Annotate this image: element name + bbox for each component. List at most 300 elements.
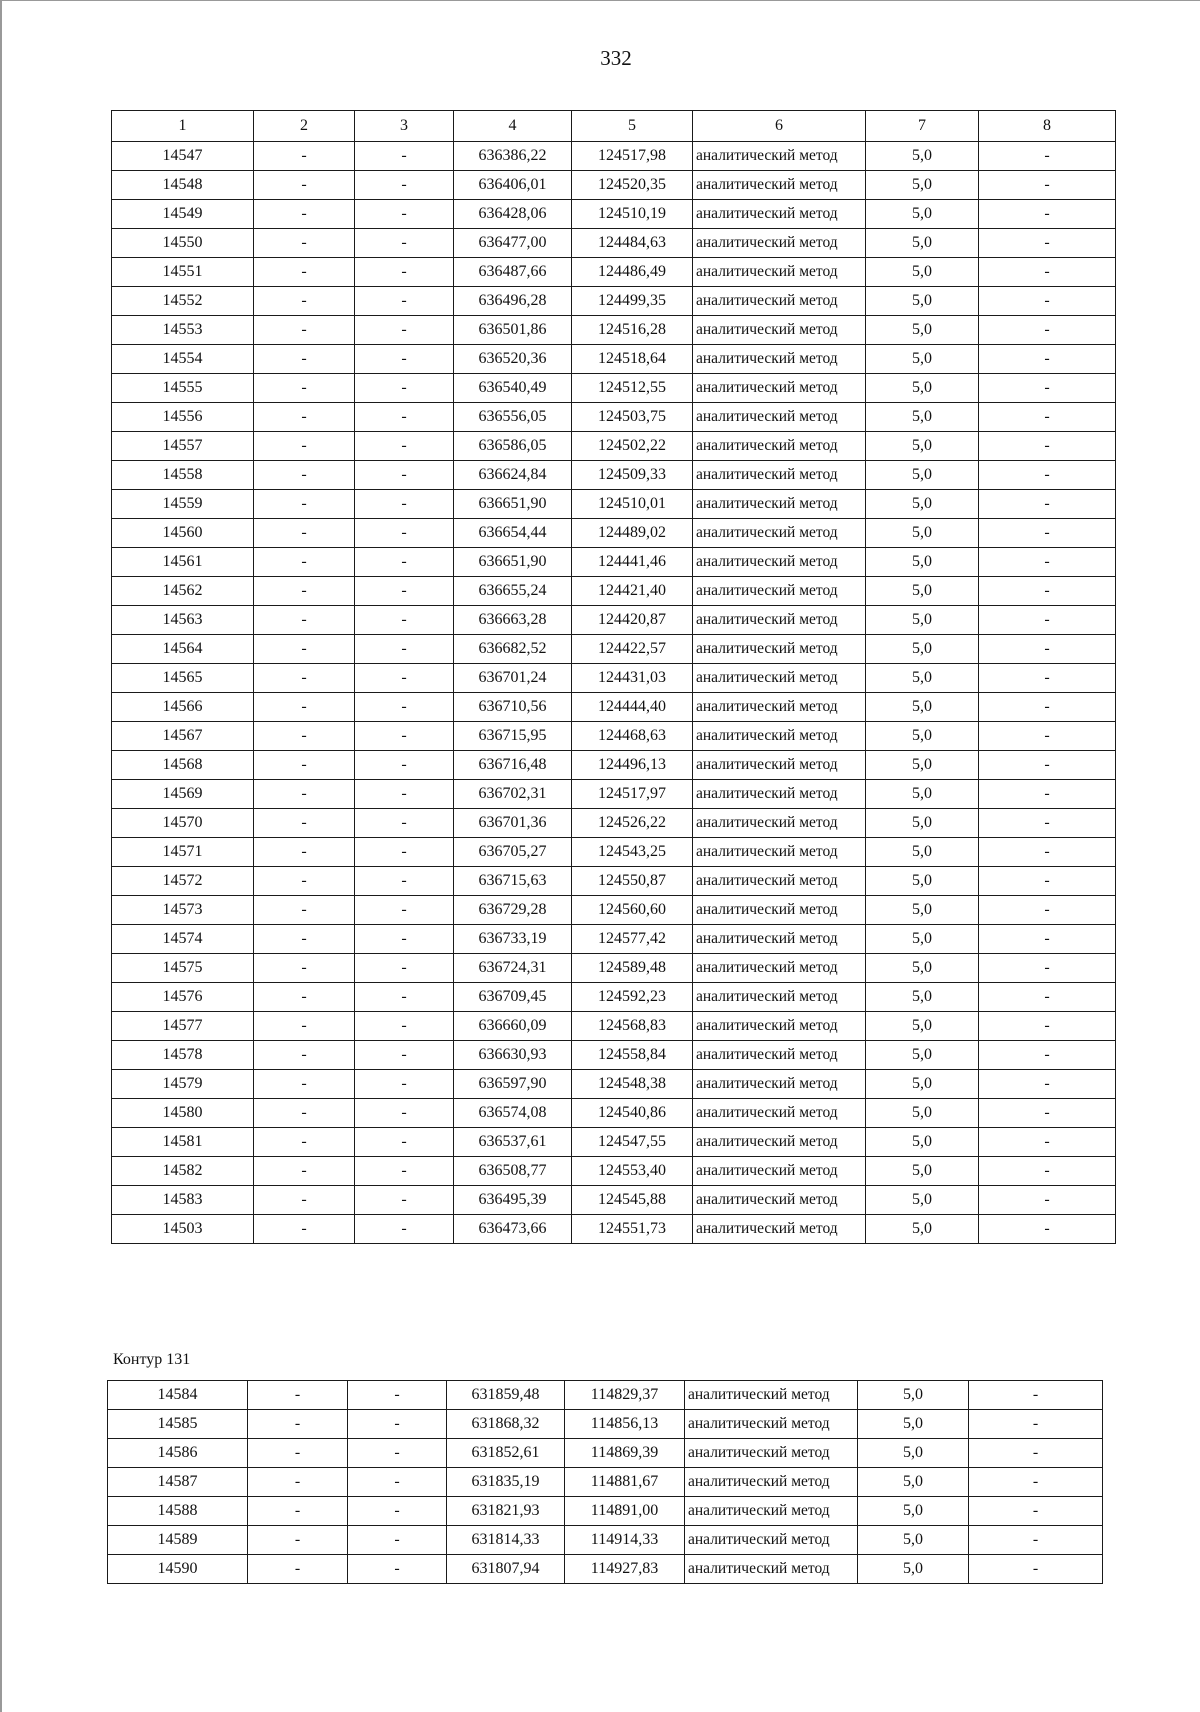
table-cell: 14558 — [112, 461, 254, 490]
table-cell: 5,0 — [866, 693, 979, 722]
table-cell: - — [254, 809, 355, 838]
table-cell: 5,0 — [866, 519, 979, 548]
table-cell: - — [979, 1012, 1116, 1041]
table-cell: 124540,86 — [572, 1099, 693, 1128]
table-row — [112, 751, 1116, 780]
table-row — [108, 1381, 1103, 1410]
table-cell: - — [254, 1070, 355, 1099]
table-cell: 124422,57 — [572, 635, 693, 664]
table-cell: 5,0 — [866, 954, 979, 983]
table-cell: - — [979, 896, 1116, 925]
table-cell: аналитический метод — [693, 548, 866, 577]
table-cell: аналитический метод — [693, 316, 866, 345]
table-row — [112, 1128, 1116, 1157]
table-cell: - — [979, 287, 1116, 316]
table-cell: - — [348, 1439, 447, 1468]
table-row — [112, 374, 1116, 403]
table-row — [112, 867, 1116, 896]
table-cell: 5,0 — [858, 1439, 969, 1468]
table-row — [112, 519, 1116, 548]
table-cell: 14579 — [112, 1070, 254, 1099]
table-cell: 5,0 — [866, 925, 979, 954]
table-cell: - — [979, 925, 1116, 954]
table-cell: - — [979, 867, 1116, 896]
table-cell: 5,0 — [858, 1497, 969, 1526]
table-cell: 124468,63 — [572, 722, 693, 751]
column-header-row — [112, 111, 1116, 142]
table-cell: - — [979, 200, 1116, 229]
table-row — [112, 1070, 1116, 1099]
table-cell: - — [254, 867, 355, 896]
table-cell: 14576 — [112, 983, 254, 1012]
table-row — [108, 1468, 1103, 1497]
table-cell: 14567 — [112, 722, 254, 751]
table-cell: 636406,01 — [454, 171, 572, 200]
table-cell: 124543,25 — [572, 838, 693, 867]
table-cell: 14560 — [112, 519, 254, 548]
table-cell: 14552 — [112, 287, 254, 316]
table-cell: 124496,13 — [572, 751, 693, 780]
table-cell: - — [254, 287, 355, 316]
table-cell: - — [254, 403, 355, 432]
table-cell: 636701,36 — [454, 809, 572, 838]
table-cell: 14590 — [108, 1555, 248, 1584]
table-cell: - — [979, 548, 1116, 577]
table-cell: - — [979, 374, 1116, 403]
table-cell: 14565 — [112, 664, 254, 693]
table-cell: 636660,09 — [454, 1012, 572, 1041]
table-cell: аналитический метод — [693, 374, 866, 403]
table-cell: 636709,45 — [454, 983, 572, 1012]
table-row — [108, 1526, 1103, 1555]
table-cell: - — [979, 635, 1116, 664]
column-header: 2 — [254, 111, 355, 142]
table-cell: аналитический метод — [693, 751, 866, 780]
table-cell: - — [355, 1186, 454, 1215]
table-cell: - — [969, 1410, 1103, 1439]
table-cell: - — [355, 1128, 454, 1157]
table-cell: 631868,32 — [447, 1410, 565, 1439]
table-cell: - — [355, 287, 454, 316]
table-cell: 5,0 — [866, 229, 979, 258]
table-cell: 14578 — [112, 1041, 254, 1070]
table-cell: аналитический метод — [693, 809, 866, 838]
table-cell: - — [355, 374, 454, 403]
table-cell: - — [355, 1041, 454, 1070]
table-cell: 5,0 — [866, 1099, 979, 1128]
table-cell: - — [979, 983, 1116, 1012]
table-cell: - — [348, 1381, 447, 1410]
table-cell: 5,0 — [866, 316, 979, 345]
table-cell: - — [254, 606, 355, 635]
table-cell: - — [254, 316, 355, 345]
table-cell: аналитический метод — [693, 780, 866, 809]
table-cell: 124547,55 — [572, 1128, 693, 1157]
table-cell: 124516,28 — [572, 316, 693, 345]
table-cell: 636682,52 — [454, 635, 572, 664]
table-cell: 636701,24 — [454, 664, 572, 693]
table-cell: 5,0 — [866, 287, 979, 316]
table-cell: - — [248, 1468, 348, 1497]
table-row — [112, 142, 1116, 171]
table-cell: 124420,87 — [572, 606, 693, 635]
table-cell: - — [248, 1410, 348, 1439]
table-cell: - — [254, 1186, 355, 1215]
table-cell: 14569 — [112, 780, 254, 809]
table-cell: 124517,97 — [572, 780, 693, 809]
table-cell: 124421,40 — [572, 577, 693, 606]
column-header: 8 — [979, 111, 1116, 142]
table-cell: 14570 — [112, 809, 254, 838]
table-cell: аналитический метод — [693, 258, 866, 287]
table-cell: аналитический метод — [693, 1041, 866, 1070]
table-cell: - — [254, 1012, 355, 1041]
table-row — [108, 1439, 1103, 1468]
table-row — [112, 664, 1116, 693]
table-cell: 636473,66 — [454, 1215, 572, 1244]
table-cell: - — [979, 1041, 1116, 1070]
table-cell: - — [979, 432, 1116, 461]
table-cell: - — [979, 403, 1116, 432]
table-cell: - — [348, 1410, 447, 1439]
table-cell: 636651,90 — [454, 490, 572, 519]
table-cell: 114881,67 — [565, 1468, 685, 1497]
table-row — [112, 722, 1116, 751]
table-cell: аналитический метод — [693, 345, 866, 374]
table-cell: - — [355, 1012, 454, 1041]
table-row — [108, 1497, 1103, 1526]
table-cell: - — [979, 258, 1116, 287]
table-cell: аналитический метод — [693, 925, 866, 954]
table-cell: 636715,95 — [454, 722, 572, 751]
table-cell: 14549 — [112, 200, 254, 229]
table-row — [112, 345, 1116, 374]
table-cell: - — [348, 1468, 447, 1497]
table-cell: 124589,48 — [572, 954, 693, 983]
table-cell: - — [254, 1157, 355, 1186]
table-cell: - — [979, 142, 1116, 171]
table-cell: - — [355, 983, 454, 1012]
table-cell: - — [355, 606, 454, 635]
table-cell: 14564 — [112, 635, 254, 664]
table-cell: - — [348, 1526, 447, 1555]
table-cell: 5,0 — [866, 780, 979, 809]
table-cell: - — [254, 142, 355, 171]
table-cell: 5,0 — [866, 142, 979, 171]
table-cell: аналитический метод — [685, 1439, 858, 1468]
contour-table-body — [108, 1381, 1103, 1584]
table-cell: - — [254, 374, 355, 403]
table-cell: 5,0 — [866, 374, 979, 403]
table-cell: - — [979, 461, 1116, 490]
section-label: Контур 131 — [113, 1351, 191, 1368]
table-cell: 5,0 — [866, 809, 979, 838]
table-cell: 636651,90 — [454, 548, 572, 577]
table-cell: - — [355, 867, 454, 896]
table-cell: - — [348, 1497, 447, 1526]
column-header: 1 — [112, 111, 254, 142]
table-row — [112, 635, 1116, 664]
table-cell: 124520,35 — [572, 171, 693, 200]
table-cell: - — [254, 548, 355, 577]
table-cell: - — [979, 954, 1116, 983]
table-cell: - — [355, 461, 454, 490]
table-cell: - — [355, 925, 454, 954]
table-cell: 5,0 — [866, 1186, 979, 1215]
table-cell: аналитический метод — [693, 722, 866, 751]
table-cell: 124550,87 — [572, 867, 693, 896]
table-cell: - — [969, 1526, 1103, 1555]
table-cell: аналитический метод — [693, 1157, 866, 1186]
table-cell: 636702,31 — [454, 780, 572, 809]
table-cell: - — [979, 606, 1116, 635]
table-row — [112, 1186, 1116, 1215]
table-cell: 636540,49 — [454, 374, 572, 403]
table-cell: 14581 — [112, 1128, 254, 1157]
table-cell: 124484,63 — [572, 229, 693, 258]
table-cell: - — [979, 693, 1116, 722]
table-cell: 14575 — [112, 954, 254, 983]
table-cell: 124545,88 — [572, 1186, 693, 1215]
table-cell: аналитический метод — [693, 577, 866, 606]
table-cell: - — [355, 693, 454, 722]
table-cell: 14580 — [112, 1099, 254, 1128]
table-cell: 124503,75 — [572, 403, 693, 432]
table-row — [112, 461, 1116, 490]
table-cell: 5,0 — [858, 1468, 969, 1497]
table-row — [112, 548, 1116, 577]
table-cell: 5,0 — [866, 1128, 979, 1157]
table-cell: 14554 — [112, 345, 254, 374]
table-cell: аналитический метод — [693, 635, 866, 664]
table-cell: 14568 — [112, 751, 254, 780]
table-cell: 636655,24 — [454, 577, 572, 606]
table-row — [112, 1215, 1116, 1244]
table-cell: 636715,63 — [454, 867, 572, 896]
table-cell: аналитический метод — [693, 983, 866, 1012]
table-cell: 14556 — [112, 403, 254, 432]
table-cell: - — [254, 490, 355, 519]
table-cell: 5,0 — [866, 1041, 979, 1070]
table-cell: 14557 — [112, 432, 254, 461]
table-cell: аналитический метод — [693, 287, 866, 316]
table-cell: 14563 — [112, 606, 254, 635]
table-cell: 14503 — [112, 1215, 254, 1244]
column-header: 6 — [693, 111, 866, 142]
table-cell: - — [355, 1070, 454, 1099]
table-cell: 5,0 — [866, 345, 979, 374]
table-cell: 636495,39 — [454, 1186, 572, 1215]
table-cell: - — [355, 809, 454, 838]
table-cell: - — [969, 1439, 1103, 1468]
table-cell: - — [254, 461, 355, 490]
table-cell: аналитический метод — [693, 1099, 866, 1128]
table-cell: аналитический метод — [693, 142, 866, 171]
table-cell: - — [979, 171, 1116, 200]
table-cell: - — [254, 258, 355, 287]
table-cell: аналитический метод — [693, 200, 866, 229]
table-cell: 631821,93 — [447, 1497, 565, 1526]
contour-table — [107, 1380, 1103, 1584]
table-cell: 114829,37 — [565, 1381, 685, 1410]
column-header: 7 — [866, 111, 979, 142]
table-cell: 124526,22 — [572, 809, 693, 838]
table-row — [112, 780, 1116, 809]
table-cell: 5,0 — [866, 490, 979, 519]
scan-border-left — [0, 0, 2, 1712]
table-cell: 636477,00 — [454, 229, 572, 258]
table-cell: 14561 — [112, 548, 254, 577]
table-cell: 124486,49 — [572, 258, 693, 287]
table-cell: 5,0 — [866, 838, 979, 867]
table-row — [112, 287, 1116, 316]
table-cell: 124509,33 — [572, 461, 693, 490]
table-cell: - — [355, 490, 454, 519]
column-header: 3 — [355, 111, 454, 142]
table-cell: 636729,28 — [454, 896, 572, 925]
table-cell: - — [355, 838, 454, 867]
table-cell: 5,0 — [866, 664, 979, 693]
table-cell: 14551 — [112, 258, 254, 287]
table-cell: 636724,31 — [454, 954, 572, 983]
page-number: 332 — [600, 46, 632, 70]
table-cell: - — [355, 548, 454, 577]
table-cell: - — [355, 142, 454, 171]
table-cell: аналитический метод — [693, 693, 866, 722]
table-cell: - — [254, 432, 355, 461]
table-cell: 5,0 — [866, 1157, 979, 1186]
table-cell: - — [254, 1099, 355, 1128]
table-cell: - — [355, 200, 454, 229]
table-cell: 636386,22 — [454, 142, 572, 171]
table-cell: 124431,03 — [572, 664, 693, 693]
table-cell: - — [254, 896, 355, 925]
table-cell: 14582 — [112, 1157, 254, 1186]
table-cell: - — [979, 345, 1116, 374]
table-cell: 636508,77 — [454, 1157, 572, 1186]
table-cell: 5,0 — [858, 1381, 969, 1410]
table-cell: - — [254, 229, 355, 258]
table-cell: 636496,28 — [454, 287, 572, 316]
table-row — [108, 1555, 1103, 1584]
table-row — [112, 258, 1116, 287]
table-cell: 5,0 — [866, 548, 979, 577]
table-row — [112, 838, 1116, 867]
table-cell: 124560,60 — [572, 896, 693, 925]
table-cell: 14573 — [112, 896, 254, 925]
table-cell: 631859,48 — [447, 1381, 565, 1410]
table-cell: - — [355, 664, 454, 693]
table-cell: - — [969, 1555, 1103, 1584]
table-cell: 5,0 — [866, 432, 979, 461]
table-row — [112, 1041, 1116, 1070]
table-row — [112, 490, 1116, 519]
table-cell: аналитический метод — [693, 519, 866, 548]
table-cell: - — [355, 432, 454, 461]
table-cell: - — [355, 577, 454, 606]
table-cell: 124517,98 — [572, 142, 693, 171]
table-cell: 14562 — [112, 577, 254, 606]
table-cell: - — [969, 1468, 1103, 1497]
table-cell: 124558,84 — [572, 1041, 693, 1070]
table-cell: - — [979, 1157, 1116, 1186]
table-cell: 5,0 — [866, 171, 979, 200]
table-cell: - — [254, 577, 355, 606]
table-cell: - — [979, 490, 1116, 519]
table-cell: - — [348, 1555, 447, 1584]
table-cell: - — [254, 664, 355, 693]
scan-border-top — [0, 0, 1200, 1]
table-cell: аналитический метод — [693, 461, 866, 490]
table-cell: - — [979, 316, 1116, 345]
table-cell: 14589 — [108, 1526, 248, 1555]
table-cell: 124502,22 — [572, 432, 693, 461]
table-cell: 14574 — [112, 925, 254, 954]
table-cell: - — [254, 722, 355, 751]
table-cell: 636630,93 — [454, 1041, 572, 1070]
table-cell: - — [355, 171, 454, 200]
table-cell: 5,0 — [866, 1012, 979, 1041]
table-cell: 124568,83 — [572, 1012, 693, 1041]
table-cell: аналитический метод — [693, 403, 866, 432]
table-cell: 14553 — [112, 316, 254, 345]
table-cell: аналитический метод — [693, 490, 866, 519]
table-cell: 14588 — [108, 1497, 248, 1526]
table-cell: 636624,84 — [454, 461, 572, 490]
table-cell: - — [254, 780, 355, 809]
table-cell: 114856,13 — [565, 1410, 685, 1439]
table-cell: - — [254, 983, 355, 1012]
table-cell: 124548,38 — [572, 1070, 693, 1099]
table-cell: 5,0 — [858, 1555, 969, 1584]
table-cell: - — [254, 200, 355, 229]
table-cell: 636654,44 — [454, 519, 572, 548]
table-row — [112, 1012, 1116, 1041]
table-cell: 124444,40 — [572, 693, 693, 722]
coordinates-table-body — [112, 111, 1116, 1244]
table-cell: аналитический метод — [693, 664, 866, 693]
table-cell: - — [254, 519, 355, 548]
table-cell: - — [355, 345, 454, 374]
table-cell: - — [355, 519, 454, 548]
table-cell: 124510,19 — [572, 200, 693, 229]
table-cell: 5,0 — [866, 200, 979, 229]
table-row — [112, 1157, 1116, 1186]
table-cell: - — [355, 780, 454, 809]
table-cell: - — [254, 1215, 355, 1244]
table-cell: - — [979, 780, 1116, 809]
table-cell: 636716,48 — [454, 751, 572, 780]
table-cell: - — [355, 1099, 454, 1128]
table-cell: - — [254, 171, 355, 200]
table-cell: 5,0 — [866, 403, 979, 432]
table-cell: аналитический метод — [685, 1555, 858, 1584]
table-cell: 5,0 — [866, 983, 979, 1012]
table-cell: - — [355, 1157, 454, 1186]
table-cell: - — [248, 1381, 348, 1410]
table-cell: 14572 — [112, 867, 254, 896]
table-cell: аналитический метод — [685, 1468, 858, 1497]
table-cell: 14550 — [112, 229, 254, 258]
table-cell: 636556,05 — [454, 403, 572, 432]
table-row — [112, 606, 1116, 635]
table-cell: 636537,61 — [454, 1128, 572, 1157]
table-cell: 14547 — [112, 142, 254, 171]
table-cell: - — [355, 403, 454, 432]
table-cell: 114869,39 — [565, 1439, 685, 1468]
table-row — [112, 171, 1116, 200]
table-row — [112, 229, 1116, 258]
